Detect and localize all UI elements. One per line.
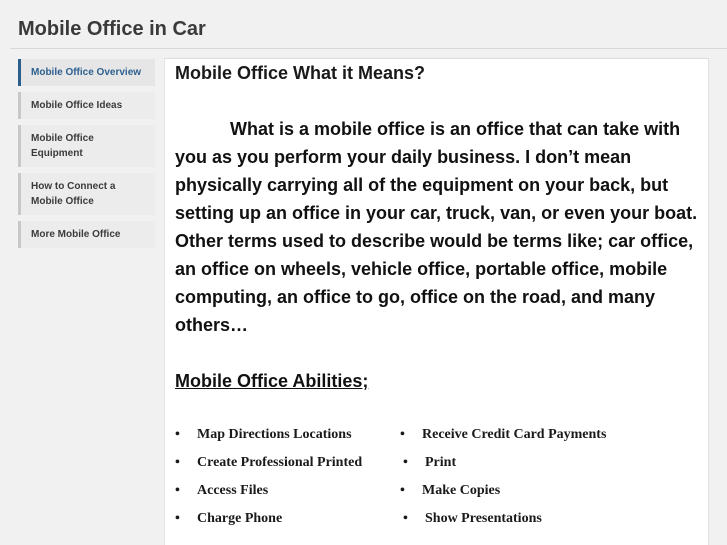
sidebar-nav bbox=[18, 59, 155, 254]
list-item bbox=[403, 455, 456, 471]
bullet-icon: • bbox=[175, 427, 180, 442]
abilities-row bbox=[175, 483, 675, 511]
list-item-label: Map Directions Locations bbox=[197, 427, 352, 442]
abilities-heading: Mobile Office Abilities; bbox=[175, 371, 369, 391]
sidebar-item-more-mobile-office[interactable]: More Mobile Office bbox=[18, 221, 155, 248]
list-item-label: Print bbox=[425, 455, 457, 470]
list-item-label: Show Presentations bbox=[425, 511, 542, 526]
bullet-icon: • bbox=[400, 483, 405, 498]
list-item bbox=[175, 483, 268, 499]
list-item bbox=[400, 427, 606, 443]
abilities-row bbox=[175, 427, 675, 455]
list-item bbox=[175, 427, 352, 443]
sidebar-item-how-to-connect[interactable]: How to Connect a Mobile Office bbox=[18, 173, 155, 215]
list-item-label: Charge Phone bbox=[197, 511, 283, 526]
bullet-icon: • bbox=[400, 427, 405, 442]
bullet-icon: • bbox=[403, 455, 408, 470]
content-right-border bbox=[708, 59, 709, 545]
list-item bbox=[175, 455, 362, 471]
bullet-icon: • bbox=[175, 455, 180, 470]
bullet-icon: • bbox=[175, 483, 180, 498]
sidebar-item-mobile-office-overview[interactable]: Mobile Office Overview bbox=[18, 59, 155, 86]
list-item-label: Access Files bbox=[197, 483, 269, 498]
list-item-label: Receive Credit Card Payments bbox=[422, 427, 607, 442]
list-item bbox=[400, 483, 500, 499]
abilities-list bbox=[175, 427, 675, 539]
abilities-row bbox=[175, 511, 675, 539]
page-heading: Mobile Office What it Means? bbox=[175, 63, 426, 83]
title-divider bbox=[10, 48, 727, 49]
main-content bbox=[164, 59, 709, 545]
bullet-icon: • bbox=[403, 511, 408, 526]
list-item-label: Make Copies bbox=[422, 483, 501, 498]
site-title: Mobile Office in Car bbox=[18, 18, 206, 40]
bullet-icon: • bbox=[175, 511, 180, 526]
list-item bbox=[175, 511, 282, 527]
list-item bbox=[403, 511, 542, 527]
intro-paragraph: What is a mobile office is an office that can take with you as you perform your daily business. I don’t mean physically carrying all of the equipment on your back, but setting up an office in your car, truck, van, or even your boat. Other terms used to describe would be terms like; car office, an office on wheels, vehicle office, portable office, mobile computing, an office to go, office on the road, and many others… bbox=[175, 119, 698, 335]
abilities-row bbox=[175, 455, 675, 483]
sidebar-item-mobile-office-equipment[interactable]: Mobile Office Equipment bbox=[18, 125, 155, 167]
sidebar-item-mobile-office-ideas[interactable]: Mobile Office Ideas bbox=[18, 92, 155, 119]
list-item-label: Create Professional Printed bbox=[197, 455, 363, 470]
